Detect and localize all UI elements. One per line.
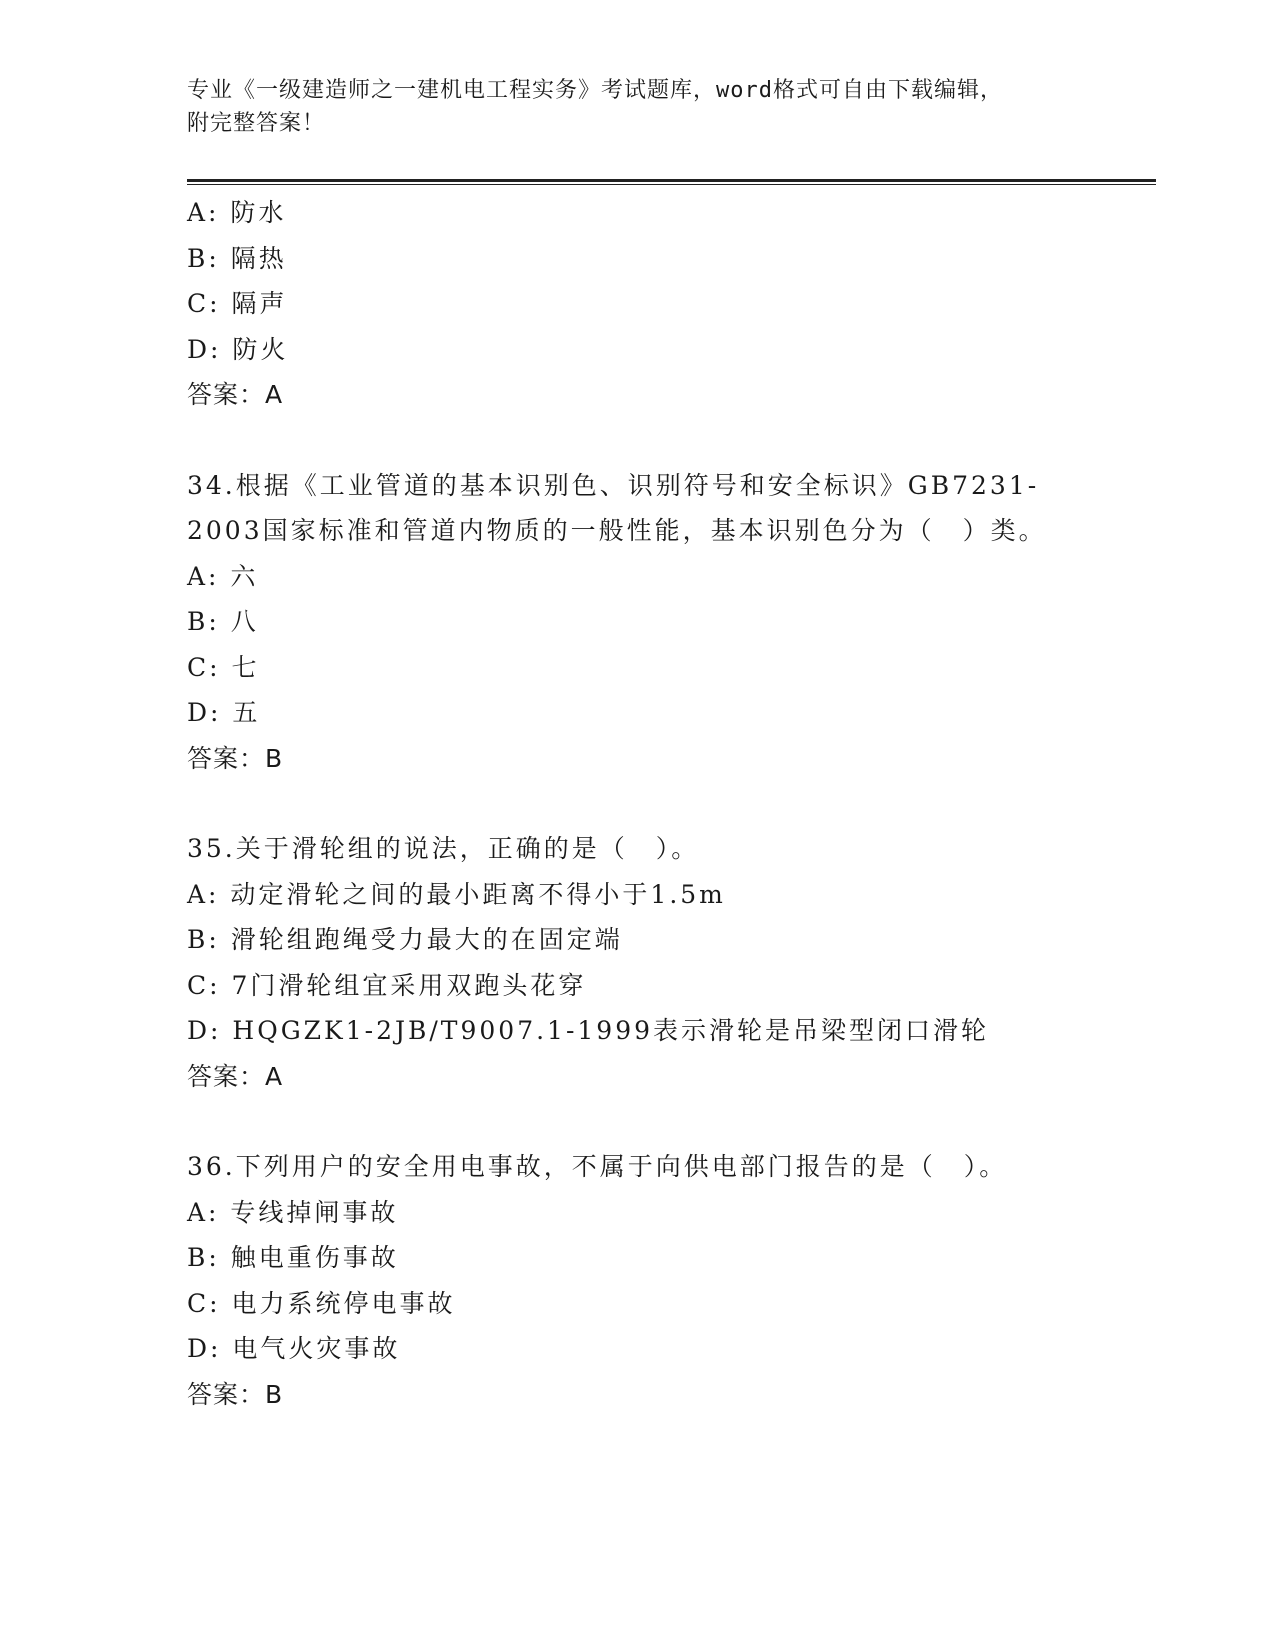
question-stem: 35.关于滑轮组的说法，正确的是（ ）。 xyxy=(187,834,700,863)
option-d: D: 防火 xyxy=(187,334,289,364)
option-d: D: HQGZK1-2JB/T9007.1-1999表示滑轮是吊梁型闭口滑轮 xyxy=(187,1016,990,1045)
option-c: C: 电力系统停电事故 xyxy=(187,1288,456,1318)
option-a: A: 六 xyxy=(187,561,259,591)
option-a: A: 专线掉闸事故 xyxy=(187,1197,399,1227)
document-header xyxy=(187,74,1087,140)
answer-label: 答案：A xyxy=(187,380,284,409)
option-d: D: 电气火灾事故 xyxy=(187,1334,401,1363)
question-block-35 xyxy=(187,826,1147,1099)
question-block-33 xyxy=(187,190,1147,418)
spacer xyxy=(187,418,1147,463)
spacer xyxy=(187,1099,1147,1144)
header-line-2: 附完整答案！ xyxy=(187,111,326,136)
option-c: C: 7门滑轮组宜采用双跑头花穿 xyxy=(187,970,587,1000)
option-b: B: 滑轮组跑绳受力最大的在固定端 xyxy=(187,925,623,954)
option-c: C: 隔声 xyxy=(187,289,288,318)
question-stem-line-1: 34.根据《工业管道的基本识别色、识别符号和安全标识》GB7231- xyxy=(187,470,1040,500)
answer-label: 答案：A xyxy=(187,1061,284,1091)
option-a: A: 防水 xyxy=(187,198,287,227)
option-c: C: 七 xyxy=(187,652,260,682)
question-list xyxy=(187,190,1147,1417)
option-a: A: 动定滑轮之间的最小距离不得小于1.5m xyxy=(187,879,726,909)
question-stem: 36.下列用户的安全用电事故，不属于向供电部门报告的是（ ）。 xyxy=(187,1152,1008,1181)
question-block-36 xyxy=(187,1144,1147,1417)
header-line-1: 专业《一级建造师之一建机电工程实务》考试题库，word格式可自由下载编辑， xyxy=(187,78,1003,103)
option-b: B: 八 xyxy=(187,607,259,636)
question-stem-line-2: 2003国家标准和管道内物质的一般性能，基本识别色分为（ ）类。 xyxy=(187,516,1047,545)
header-divider-thin xyxy=(187,184,1156,185)
spacer xyxy=(187,781,1147,826)
option-b: B: 触电重伤事故 xyxy=(187,1243,399,1272)
answer-label: 答案：B xyxy=(187,1379,284,1409)
question-block-34 xyxy=(187,463,1147,782)
option-d: D: 五 xyxy=(187,698,261,727)
header-divider-thick xyxy=(187,179,1156,182)
answer-label: 答案：B xyxy=(187,743,284,773)
option-b: B: 隔热 xyxy=(187,243,287,273)
